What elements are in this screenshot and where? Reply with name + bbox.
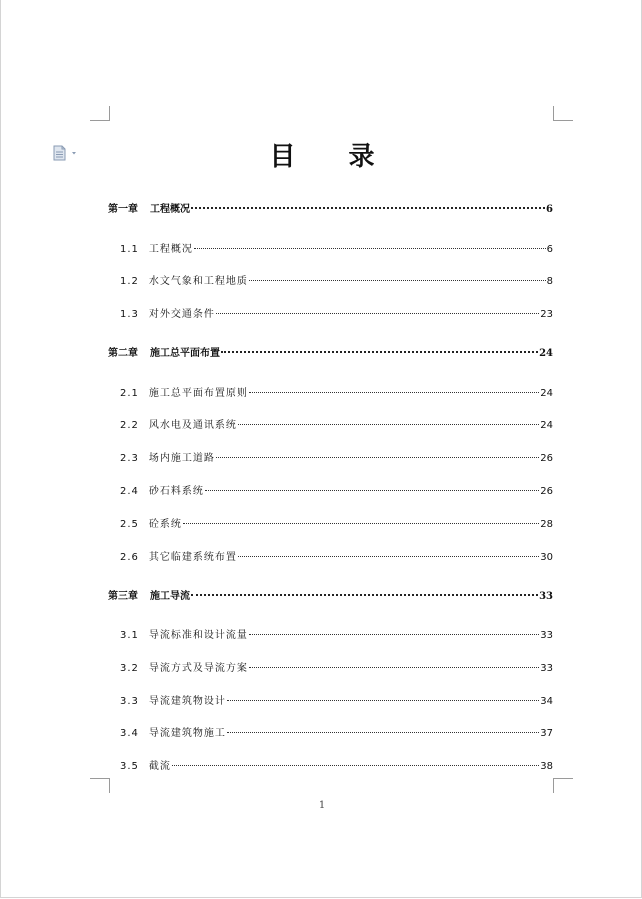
toc-dot-leader <box>194 248 546 249</box>
toc-entry-page: 33 <box>540 663 553 674</box>
margin-mark-bottom-right <box>553 778 573 793</box>
toc-dot-leader <box>216 457 539 458</box>
toc-entry-number: 2.3 <box>120 453 139 464</box>
toc-entry-page: 23 <box>540 309 553 320</box>
toc-section-entry[interactable] <box>120 760 553 774</box>
toc-entry-page: 30 <box>540 552 553 563</box>
toc-entry-number: 第二章 <box>108 348 138 359</box>
toc-entry-number: 2.1 <box>120 388 139 399</box>
toc-entry-page: 6 <box>546 204 553 215</box>
toc-section-entry[interactable] <box>120 485 553 499</box>
toc-entry-title: 砼系统 <box>148 519 182 530</box>
toc-entry-number: 第三章 <box>108 591 138 602</box>
toc-entry-page: 26 <box>540 486 553 497</box>
toc-entry-number: 2.2 <box>120 420 139 431</box>
toc-dot-leader <box>249 280 546 281</box>
toc-section-entry[interactable] <box>120 551 553 565</box>
toc-entry-title: 导流方式及导流方案 <box>148 663 248 674</box>
toc-entry-title: 导流建筑物设计 <box>148 696 226 707</box>
toc-dot-leader <box>183 523 539 524</box>
toc-chapter-entry[interactable] <box>108 347 553 361</box>
toc-dot-leader <box>238 556 539 557</box>
toc-entry-number: 3.4 <box>120 728 139 739</box>
toc-entry-page: 6 <box>546 244 553 255</box>
toc-entry-title: 工程概况 <box>150 204 190 215</box>
toc-section-entry[interactable] <box>120 727 553 741</box>
toc-section-entry[interactable] <box>120 387 553 401</box>
toc-dot-leader <box>205 490 539 491</box>
toc-entry-number: 1.3 <box>120 309 139 320</box>
toc-entry-page: 24 <box>539 348 553 359</box>
toc-section-entry[interactable] <box>120 275 553 289</box>
toc-dot-leader <box>221 351 538 353</box>
toc-dot-leader <box>172 765 539 766</box>
toc-entry-number: 3.3 <box>120 696 139 707</box>
toc-chapter-entry[interactable] <box>108 203 553 217</box>
toc-entry-title: 截流 <box>148 761 171 772</box>
page-number: 1 <box>318 800 326 811</box>
toc-entry-page: 34 <box>540 696 553 707</box>
toc-section-entry[interactable] <box>120 308 553 322</box>
toc-entry-page: 38 <box>540 761 553 772</box>
toc-title: 目 录 <box>269 142 397 172</box>
margin-mark-top-left <box>90 106 110 121</box>
toc-entry-number: 1.2 <box>120 276 139 287</box>
toc-section-entry[interactable] <box>120 452 553 466</box>
toc-entry-title: 施工导流 <box>150 591 190 602</box>
toc-entry-page: 24 <box>540 388 553 399</box>
toc-section-entry[interactable] <box>120 662 553 676</box>
toc-entry-title: 施工总平面布置 <box>150 348 220 359</box>
toc-dot-leader <box>191 207 545 209</box>
toc-entry-number: 3.5 <box>120 761 139 772</box>
toc-entry-title: 导流标准和设计流量 <box>148 630 248 641</box>
toc-entry-title: 施工总平面布置原则 <box>148 388 248 399</box>
toc-dot-leader <box>191 594 538 596</box>
toc-entry-title: 对外交通条件 <box>148 309 215 320</box>
toc-entry-number: 3.1 <box>120 630 139 641</box>
toc-dot-leader <box>249 634 539 635</box>
toc-entry-title: 导流建筑物施工 <box>148 728 226 739</box>
toc-section-entry[interactable] <box>120 419 553 433</box>
toc-dot-leader <box>238 424 539 425</box>
toc-entry-number: 1.1 <box>120 244 139 255</box>
toc-entry-title: 风水电及通讯系统 <box>148 420 237 431</box>
toc-dot-leader <box>249 392 539 393</box>
toc-section-entry[interactable] <box>120 518 553 532</box>
toc-entry-title: 场内施工道路 <box>148 453 215 464</box>
margin-mark-top-right <box>553 106 573 121</box>
toc-dot-leader <box>216 313 539 314</box>
toc-dot-leader <box>249 667 539 668</box>
margin-mark-bottom-left <box>90 778 110 793</box>
toc-entry-page: 8 <box>546 276 553 287</box>
toc-entry-page: 26 <box>540 453 553 464</box>
toc-dot-leader <box>227 732 539 733</box>
toc-entry-number: 2.4 <box>120 486 139 497</box>
toc-entry-page: 33 <box>540 630 553 641</box>
toc-dot-leader <box>227 700 539 701</box>
toc-entry-title: 工程概况 <box>148 244 193 255</box>
toc-entry-title: 砂石料系统 <box>148 486 204 497</box>
toc-entry-number: 第一章 <box>108 204 138 215</box>
toc-entry-number: 2.6 <box>120 552 139 563</box>
toc-entry-page: 33 <box>539 591 553 602</box>
toc-section-entry[interactable] <box>120 695 553 709</box>
toc-entry-page: 37 <box>540 728 553 739</box>
toc-chapter-entry[interactable] <box>108 590 553 604</box>
toc-entry-number: 2.5 <box>120 519 139 530</box>
toc-section-entry[interactable] <box>120 629 553 643</box>
toc-entry-page: 24 <box>540 420 553 431</box>
toc-entry-number: 3.2 <box>120 663 139 674</box>
toc-entry-title: 其它临建系统布置 <box>148 552 237 563</box>
toc-entry-title: 水文气象和工程地质 <box>148 276 248 287</box>
toc-section-entry[interactable] <box>120 243 553 257</box>
toc-entry-page: 28 <box>540 519 553 530</box>
